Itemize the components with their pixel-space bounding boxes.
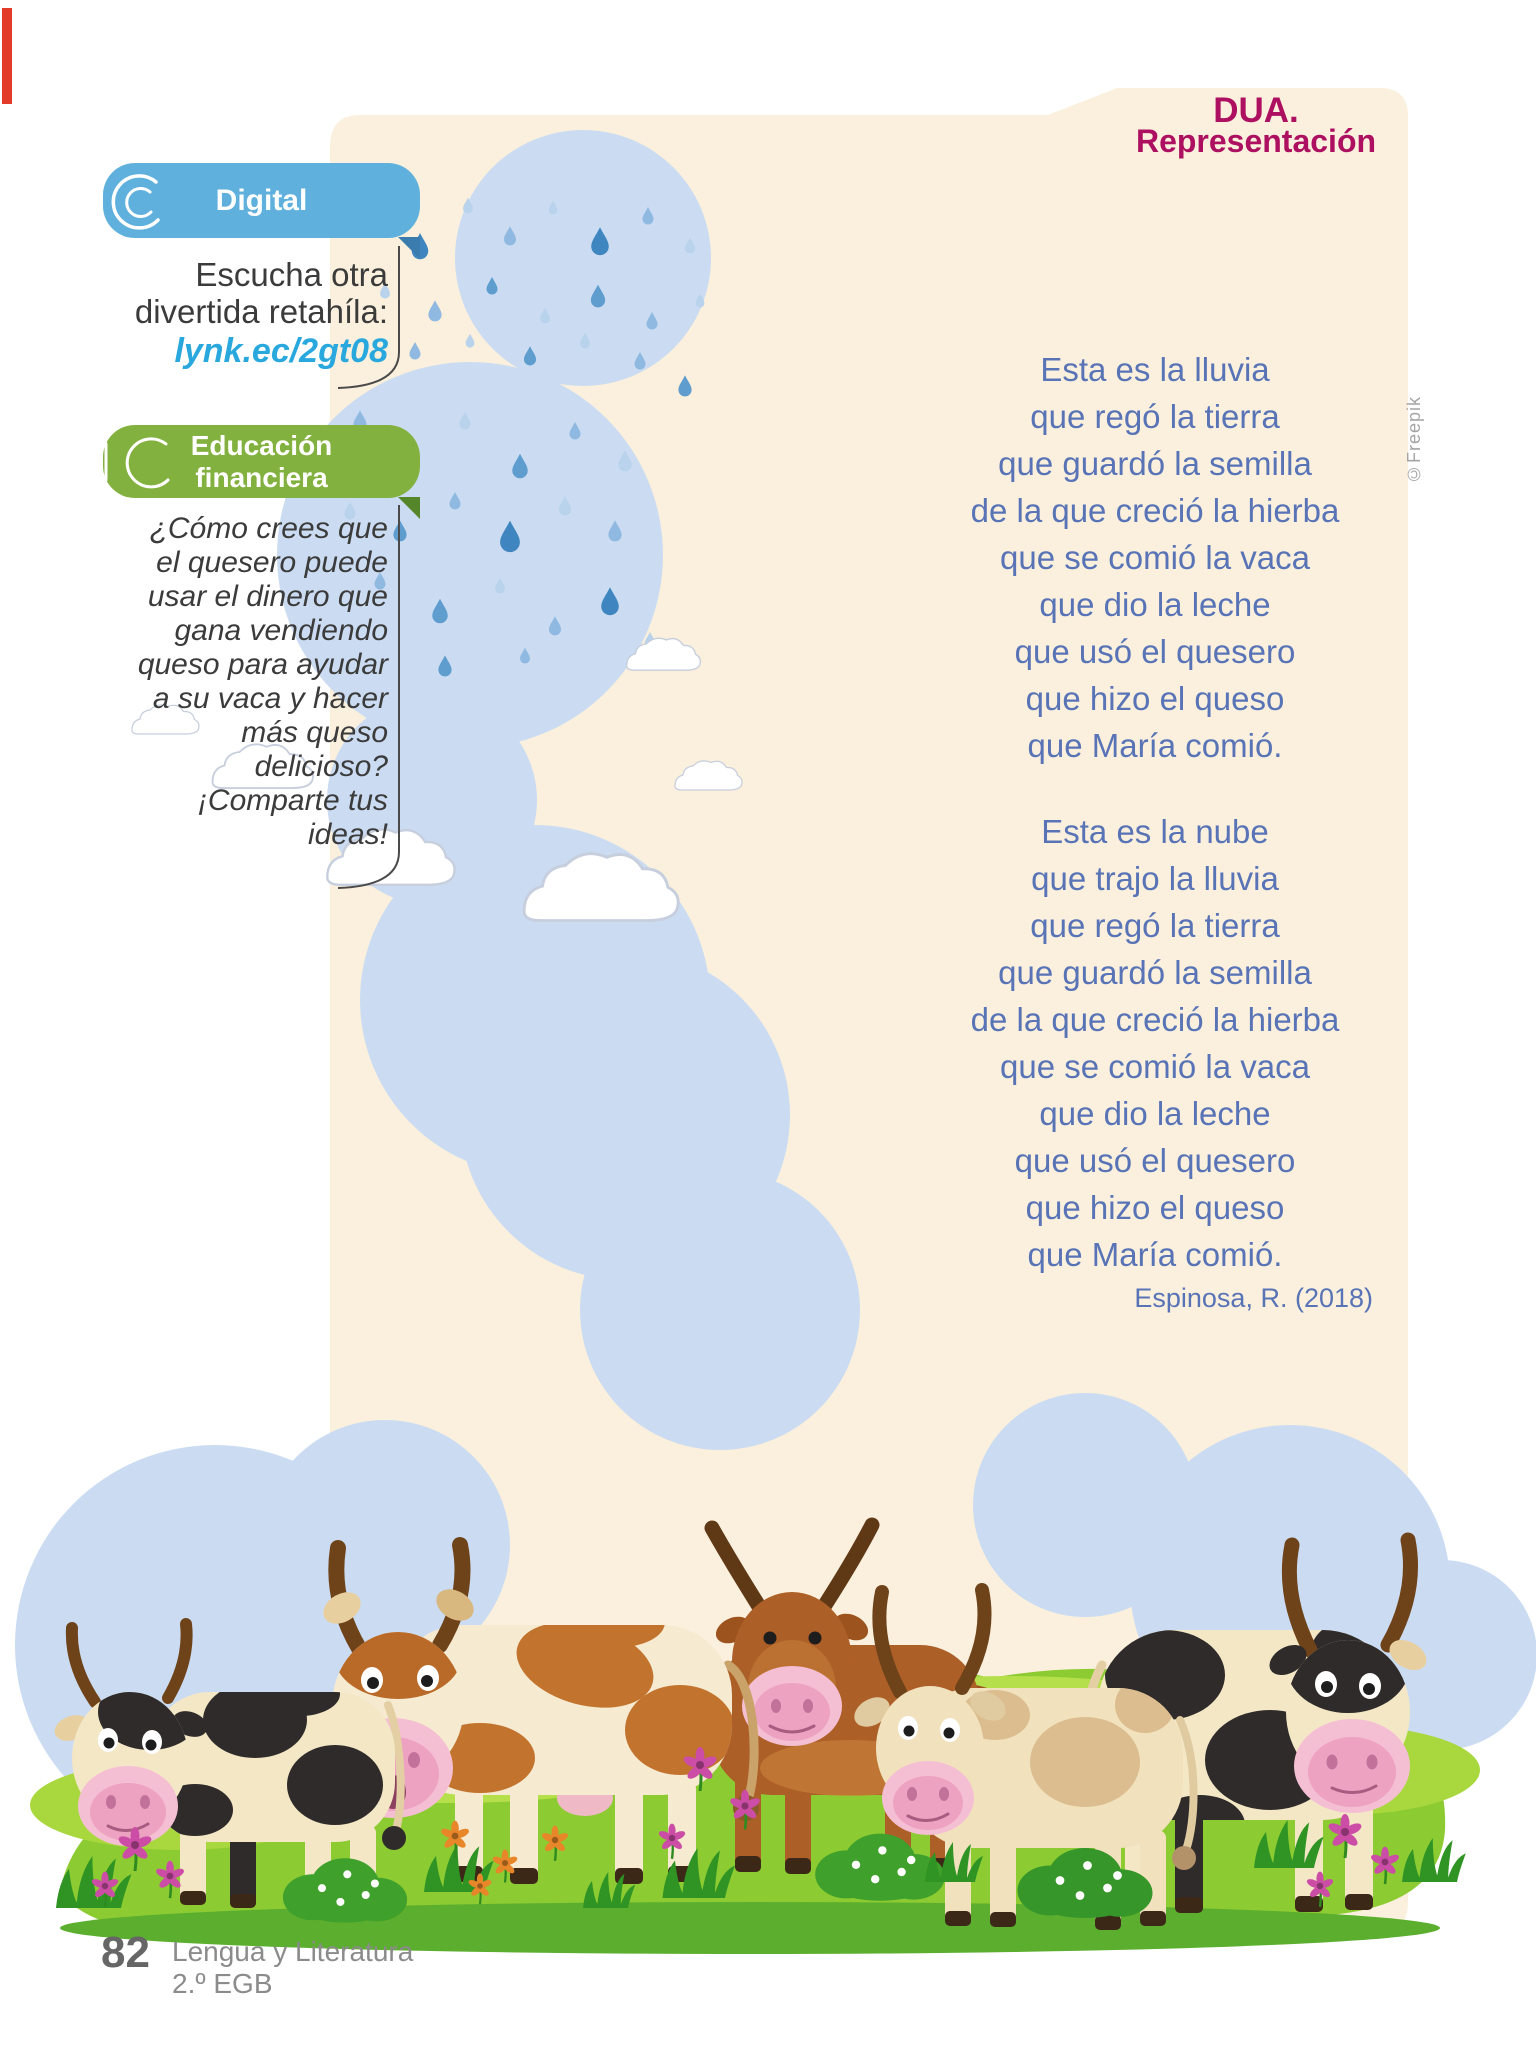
- text-line: usar el dinero que: [147, 580, 388, 613]
- poem-attribution: Espinosa, R. (2018): [1134, 1283, 1373, 1313]
- text-line: que dio la leche: [1039, 586, 1271, 623]
- text-line: que hizo el queso: [1025, 680, 1285, 717]
- footer-grade: 2.º EGB: [172, 1968, 273, 1999]
- digital-badge-fold: [398, 237, 420, 259]
- text-line: que guardó la semilla: [998, 445, 1312, 482]
- text-line: que María comió.: [1027, 727, 1283, 764]
- text-line: ideas!: [307, 818, 388, 851]
- text-line: delicioso?: [254, 750, 388, 783]
- financiera-label-line1: Educación: [190, 429, 333, 461]
- text-line: a su vaca y hacer: [152, 682, 388, 715]
- financiera-badge: [103, 425, 420, 498]
- footer-subject: Lengua y Literatura: [172, 1936, 414, 1967]
- financiera-text: [98, 512, 388, 852]
- text-line: Escucha otra: [195, 256, 388, 293]
- text-line: que María comió.: [1027, 1236, 1283, 1273]
- poem-stanza-2: [905, 808, 1405, 1278]
- footer-text: [172, 1936, 413, 2000]
- text-line: que regó la tierra: [1030, 398, 1280, 435]
- text-line: que trajo la lluvia: [1031, 860, 1279, 897]
- text-line: que dio la leche: [1039, 1095, 1271, 1132]
- dua-subtitle: Representación: [1135, 123, 1377, 159]
- text-line: que usó el quesero: [1014, 633, 1296, 670]
- image-credit: ©Freepik: [1404, 396, 1424, 485]
- text-line: de la que creció la hierba: [970, 492, 1340, 529]
- digital-badge: [103, 163, 420, 238]
- text-line: más queso: [241, 716, 388, 749]
- text-line: gana vendiendo: [174, 614, 388, 647]
- dua-title: DUA.: [1213, 91, 1299, 130]
- text-line: el quesero puede: [156, 546, 388, 579]
- text-line: que se comió la vaca: [999, 1048, 1310, 1085]
- print-registration-mark: [2, 8, 12, 104]
- text-line: Esta es la lluvia: [1040, 351, 1270, 388]
- digital-text: [100, 256, 388, 330]
- text-line: que usó el quesero: [1014, 1142, 1296, 1179]
- financiera-badge-label: [191, 430, 333, 494]
- text-line: Esta es la nube: [1041, 813, 1269, 850]
- dua-header: [1128, 91, 1384, 159]
- text-line: que hizo el queso: [1025, 1189, 1285, 1226]
- text-line: que guardó la semilla: [998, 954, 1312, 991]
- text-line: ¿Cómo crees que: [149, 512, 388, 545]
- financiera-label-line2: financiera: [195, 461, 328, 493]
- page-number: 82: [101, 1928, 150, 1977]
- text-line: queso para ayudar: [137, 648, 388, 681]
- text-line: ¡Comparte tus: [197, 784, 388, 817]
- poem-stanza-1: [905, 346, 1405, 769]
- text-line: que se comió la vaca: [999, 539, 1310, 576]
- text-line: de la que creció la hierba: [970, 1001, 1340, 1038]
- digital-badge-label: Digital: [215, 183, 308, 217]
- digital-link[interactable]: lynk.ec/2gt08: [174, 332, 388, 370]
- text-line: que regó la tierra: [1030, 907, 1280, 944]
- financiera-badge-fold: [398, 497, 420, 519]
- text-line: divertida retahíla:: [134, 293, 388, 330]
